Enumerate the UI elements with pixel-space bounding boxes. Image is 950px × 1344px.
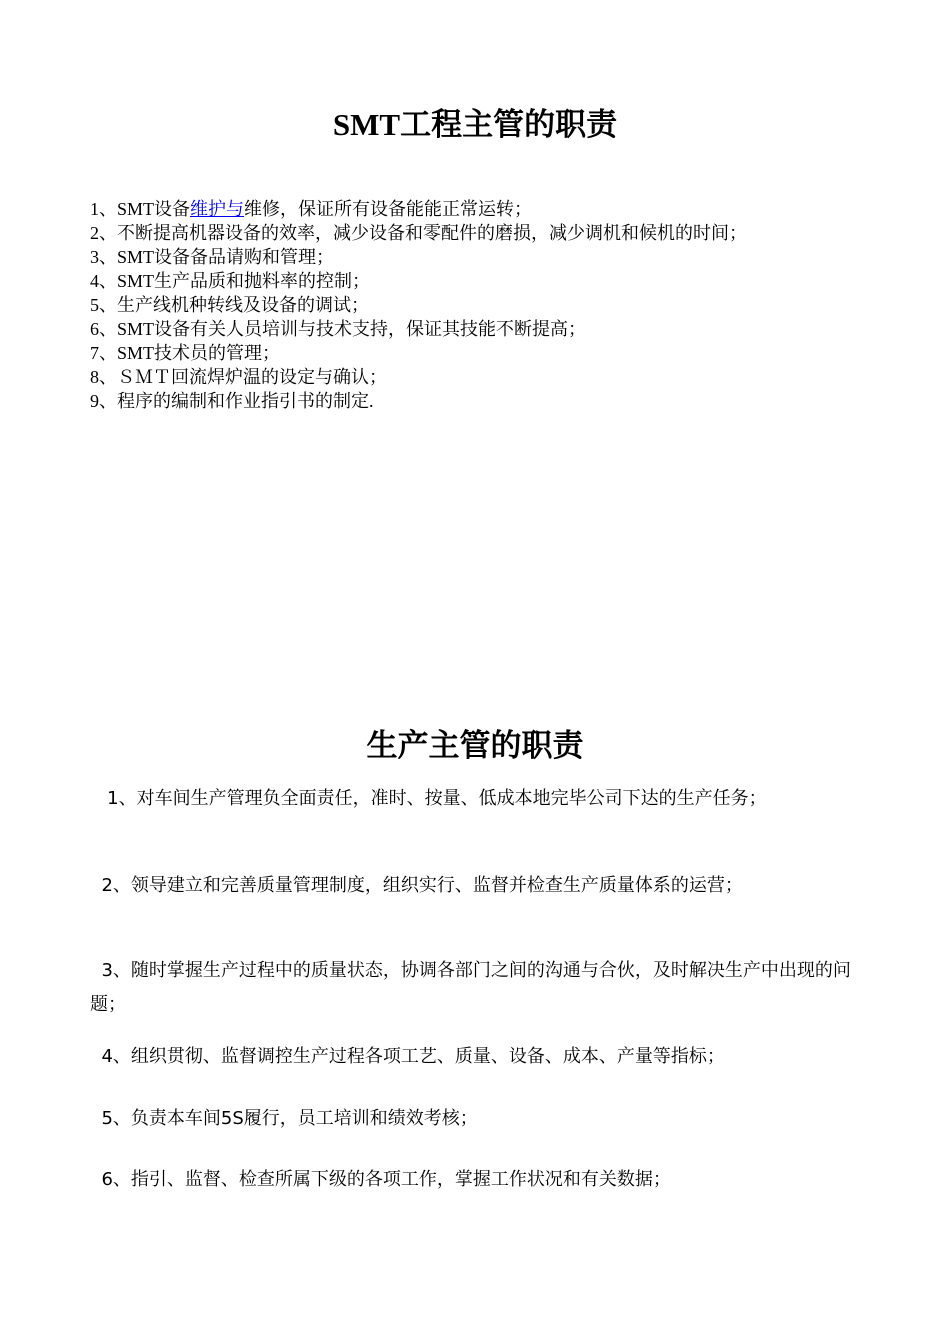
smt-section-title: SMT工程主管的职责 [332, 107, 618, 142]
smt-duty-1-link[interactable]: 维护与 [190, 199, 245, 219]
production-duty-item-5: 5、负责本车间5S履行，员工培训和绩效考核； [90, 1108, 478, 1129]
smt-duty-item-2: 2、不断提高机器设备的效率，减少设备和零配件的磨损，减少调机和候机的时间； [90, 223, 747, 243]
smt-duty-item-8: 8、ＳＭＴ回流焊炉温的设定与确认； [90, 367, 387, 387]
production-section-title: 生产主管的职责 [366, 728, 584, 764]
production-duty-item-3: 3、随时掌握生产过程中的质量状态，协调各部门之间的沟通与合伙，及时解决生产中出现的问题； [90, 960, 851, 1015]
smt-duty-item-3: 3、SMT设备备品请购和管理； [90, 247, 335, 267]
smt-duty-item-5: 5、生产线机种转线及设备的调试； [90, 295, 369, 315]
production-duty-item-4: 4、组织贯彻、监督调控生产过程各项工艺、质量、设备、成本、产量等指标； [90, 1046, 725, 1067]
smt-duties-list [90, 197, 870, 413]
smt-duty-1-suffix: 维修，保证所有设备能能正常运转； [244, 199, 533, 219]
production-duty-item-2: 2、领导建立和完善质量管理制度，组织实行、监督并检查生产质量体系的运营； [90, 875, 743, 896]
smt-duty-item-4: 4、SMT生产品质和抛料率的控制； [90, 271, 371, 291]
smt-duty-item-7: 7、SMT技术员的管理； [90, 343, 281, 363]
smt-duty-item-6: 6、SMT设备有关人员培训与技术支持，保证其技能不断提高； [90, 319, 587, 339]
production-duty-item-1: 1、对车间生产管理负全面责任，准时、按量、低成本地完毕公司下达的生产任务； [90, 788, 767, 809]
smt-duty-item-9: 9、程序的编制和作业指引书的制定. [90, 391, 374, 411]
smt-duty-1-prefix: 1、SMT设备 [90, 199, 191, 219]
production-duty-item-6: 6、指引、监督、检查所属下级的各项工作，掌握工作状况和有关数据； [90, 1169, 671, 1190]
smt-duty-item-1 [90, 197, 870, 221]
